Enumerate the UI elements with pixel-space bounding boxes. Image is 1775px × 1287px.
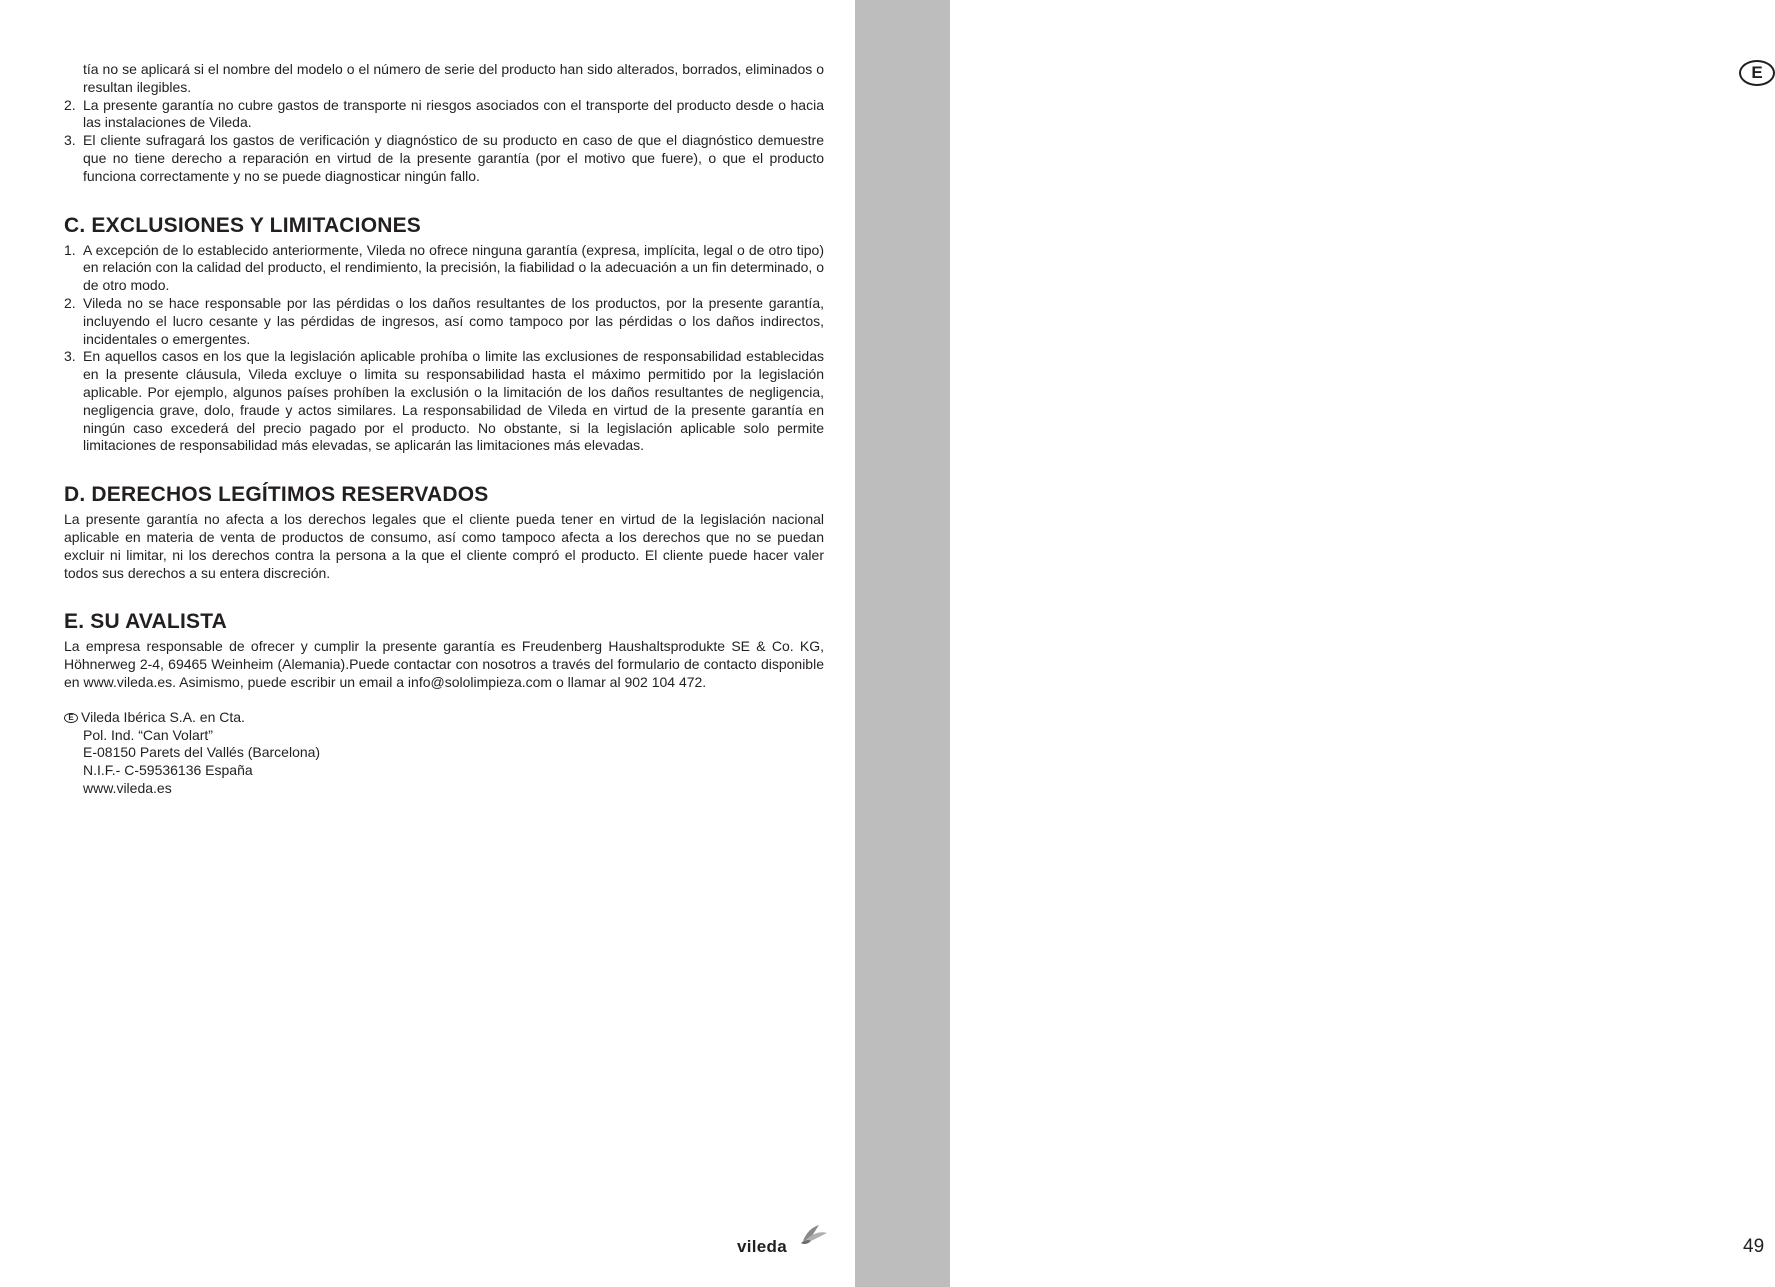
intro-list <box>64 61 824 186</box>
list-item-text: En aquellos casos en los que la legislación aplicable prohíba o limite las exclusiones de responsabilidad establecidas en la presente cláusula, Vileda excluye o limita su responsabilidad hasta el máximo permitido por la legislación aplicable. Por ejemplo, algunos países prohíben la exclusión o la limitación de los daños resultantes de negligencia, negligencia grave, dolo, fraude y actos similares. La responsabilidad de Vileda en virtud de la presente garantía en ningún caso excederá del precio pagado por el producto. No obstante, si la legislación aplicable solo permite limitaciones de responsabilidad más elevadas, se aplicarán las limitaciones más elevadas. <box>83 348 824 454</box>
list-item-text: A excepción de lo establecido anteriormente, Vileda no ofrece ninguna garantía (expresa, implícita, legal o de otro tipo) en relación con la calidad del producto, el rendimiento, la precisión, la fiabilidad o la adecuación a un fin determinado, o de otro modo. <box>83 241 824 294</box>
address-line: Pol. Ind. “Can Volart” <box>83 726 213 743</box>
address-line: E-08150 Parets del Vallés (Barcelona) <box>83 744 321 761</box>
list-item <box>64 348 824 455</box>
list-item-text: El cliente sufragará los gastos de verificación y diagnóstico de su producto en caso de que el diagnóstico demuestre que no tiene derecho a reparación en virtud de la presente garantía (por el motivo que fuere), o que el producto funciona correctamente y no se puede diagnosticar ningún fallo. <box>83 132 824 184</box>
list-item-number: 1. <box>64 241 76 258</box>
list-item <box>64 132 824 185</box>
exclusions-list <box>64 242 824 456</box>
list-item-number: 3. <box>64 132 76 149</box>
section-heading-guarantor: E. SU AVALISTA <box>64 610 228 634</box>
list-item <box>64 295 824 348</box>
section-heading-rights: D. DERECHOS LEGÍTIMOS RESERVADOS <box>64 483 489 507</box>
list-item-text: Vileda no se hace responsable por las pérdidas o los daños resultantes de los productos, por la presente garantía, incluyendo el lucro cesante y las pérdidas de ingresos, así como tampoco por las pérdidas o los daños indirectos, incidentales o emergentes. <box>83 294 824 347</box>
list-item <box>64 242 824 295</box>
country-badge-icon: E <box>64 713 78 723</box>
document-body <box>64 61 824 798</box>
list-item-number: 2. <box>64 96 76 113</box>
list-item-text: La presente garantía no cubre gastos de transporte ni riesgos asociados con el transporte del producto desde o hacia las instalaciones de Vileda. <box>83 96 824 131</box>
section-heading-exclusions: C. EXCLUSIONES Y LIMITACIONES <box>64 213 422 237</box>
company-name: Vileda Ibérica S.A. en Cta. <box>81 708 245 725</box>
tax-id: N.I.F.- C-59536136 España <box>83 762 253 779</box>
list-item <box>64 97 824 133</box>
sidebar-strip <box>855 0 1765 1287</box>
contact-address <box>64 709 824 798</box>
logo-wordmark: vileda <box>737 1237 787 1256</box>
list-item-continuation: tía no se aplicará si el nombre del modelo o el número de serie del producto han sido alterados, borrados, eliminados o resultan ilegibles. <box>83 61 824 95</box>
website-link[interactable]: www.vileda.es <box>83 779 172 796</box>
language-badge: E <box>1739 60 1775 86</box>
rights-paragraph: La presente garantía no afecta a los derechos legales que el cliente pueda tener en virtud de la legislación nacional aplicable en materia de venta de productos de consumo, así como tampoco afecta a los derechos que no se puedan excluir ni limitar, ni los derechos contra la persona a la que el cliente compró el producto. El cliente puede hacer valer todos sus derechos a su entera discreción. <box>64 511 824 581</box>
vileda-logo <box>737 1223 827 1259</box>
list-item-number: 2. <box>64 294 76 311</box>
bird-icon <box>789 1223 829 1253</box>
guarantor-paragraph: La empresa responsable de ofrecer y cumplir la presente garantía es Freudenberg Haushaltsprodukte SE & Co. KG, Höhnerweg 2-4, 69465 Weinheim (Alemania).Puede contactar con nosotros a través del formulario de contacto disponible en www.vileda.es. Asimismo, puede escribir un email a info@sololimpieza.com o llamar al 902 104 472. <box>64 638 824 690</box>
list-item-number: 3. <box>64 348 76 365</box>
page-number: 49 <box>1743 1236 1765 1257</box>
